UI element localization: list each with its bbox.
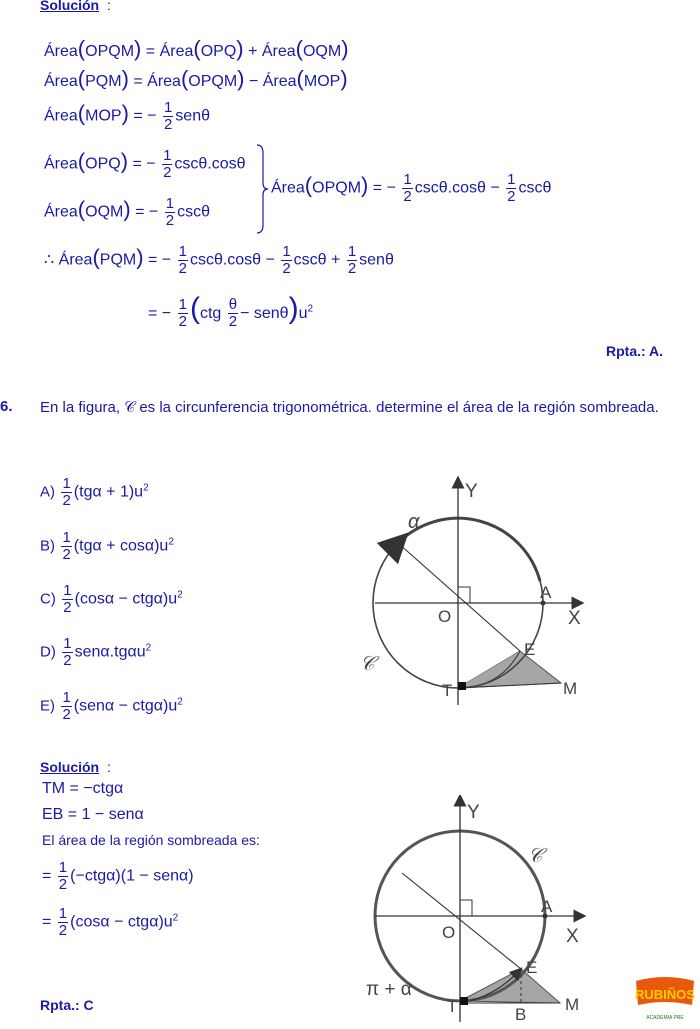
logo-text: RUBIÑOS bbox=[635, 987, 695, 1002]
first-solution-heading: Solución bbox=[40, 0, 100, 13]
heading-colon: : bbox=[107, 0, 111, 13]
label-e: E bbox=[524, 640, 536, 659]
equation-oqm: Área(OQM) = − $\frac{1}{2}$ cscθ bbox=[44, 195, 210, 229]
option-a[interactable]: A) $\frac{1}{2}$ $(tg\alpha + 1)u^2$ bbox=[40, 475, 149, 509]
label-y-2: Y bbox=[467, 802, 480, 823]
equation-final: = − $\frac{1}{2}$ (ctg $\frac{\theta}{2}$ − $sen\theta)u^2$ bbox=[148, 292, 314, 331]
equation-opq: Área(OPQ) = − $\frac{1}{2}$ cscθ.cosθ bbox=[44, 147, 246, 181]
label-m-2: M bbox=[565, 995, 580, 1014]
t-square-mark bbox=[458, 682, 466, 690]
area-line-2: = $\frac{1}{2}$ $(\cos\alpha - ctg\alpha)u^2$ bbox=[42, 905, 179, 939]
second-solution-heading: Solución bbox=[40, 759, 100, 775]
label-b-2: B bbox=[515, 1005, 527, 1024]
area-statement: El área de la región sombreada es: bbox=[42, 832, 260, 848]
label-alpha: α bbox=[408, 511, 420, 533]
equation-mop: Área(MOP) = − $\frac{1}{2}$ senθ bbox=[44, 99, 210, 133]
right-angle-mark-2 bbox=[460, 900, 472, 916]
equation-therefore-pqm: ∴ Área(PQM) = − $\frac{1}{2}$ cscθ.cosθ − $\frac{1}{2}$ cscθ + $\frac{1}{2}$ senθ bbox=[44, 243, 394, 277]
question-text: En la figura, 𝒞 es la circunferencia trigonométrica. determine el área de la región sombreada. bbox=[40, 399, 659, 416]
answer-a: Rpta.: A. bbox=[606, 343, 664, 359]
label-e-2: E bbox=[526, 958, 538, 977]
diameter-line bbox=[398, 543, 520, 651]
label-y: Y bbox=[465, 481, 478, 502]
label-pi-alpha: π + α bbox=[366, 979, 412, 1000]
option-d[interactable]: D) $\frac{1}{2}$ senα.tgαu$^2$ bbox=[40, 635, 152, 669]
figure-circle-question bbox=[340, 475, 610, 710]
heading-colon-2: : bbox=[107, 759, 111, 775]
label-circle-c: 𝒞 bbox=[360, 653, 375, 675]
question-number: 6. bbox=[0, 398, 13, 415]
label-x-2: X bbox=[566, 926, 579, 947]
eb-equation: EB = 1 − senα bbox=[42, 806, 144, 823]
label-circle-c-2: 𝒞 bbox=[528, 845, 543, 867]
right-angle-mark bbox=[458, 587, 470, 603]
tm-equation: TM = −ctgα bbox=[42, 780, 124, 797]
diameter-line-2 bbox=[402, 873, 521, 969]
equation-opqm-result: Área(OPQM) = − $\frac{1}{2}$ cscθ.cosθ − $\frac{1}{2}$ cscθ bbox=[271, 171, 552, 205]
label-o-2: O bbox=[442, 923, 456, 942]
label-t: T bbox=[442, 681, 453, 700]
label-x: X bbox=[568, 608, 581, 629]
option-c[interactable]: C) $\frac{1}{2}$ $(\cos\alpha - ctg\alpha)u^2$ bbox=[40, 582, 183, 616]
answer-c: Rpta.: C bbox=[40, 997, 94, 1013]
label-m: M bbox=[563, 679, 578, 698]
curly-brace bbox=[255, 143, 269, 235]
option-b[interactable]: B) $\frac{1}{2}$ $(tg\alpha + \cos\alpha)u^2$ bbox=[40, 529, 174, 563]
label-o: O bbox=[438, 607, 452, 626]
rubinos-logo bbox=[634, 975, 696, 1027]
equation-pqm-diff: Área(PQM) = Área(OPQM) − Área(MOP) bbox=[44, 66, 348, 91]
option-e[interactable]: E) $\frac{1}{2}$ $(sen\alpha - ctg\alpha)u^2$ bbox=[40, 689, 183, 723]
label-a-2: A bbox=[541, 897, 553, 916]
label-t-2: T bbox=[447, 997, 458, 1016]
area-line-1: = $\frac{1}{2}$ (−ctgα)(1 − senα) bbox=[42, 859, 194, 893]
t-square-mark-2 bbox=[460, 997, 468, 1005]
figure-circle-solution bbox=[355, 795, 605, 1027]
logo-subtext: ACADEMIA PRE bbox=[646, 1015, 684, 1021]
equation-opqm-sum: Área(OPQM) = Área(OPQ) + Área(OQM) bbox=[44, 36, 349, 61]
label-a: A bbox=[540, 583, 552, 602]
